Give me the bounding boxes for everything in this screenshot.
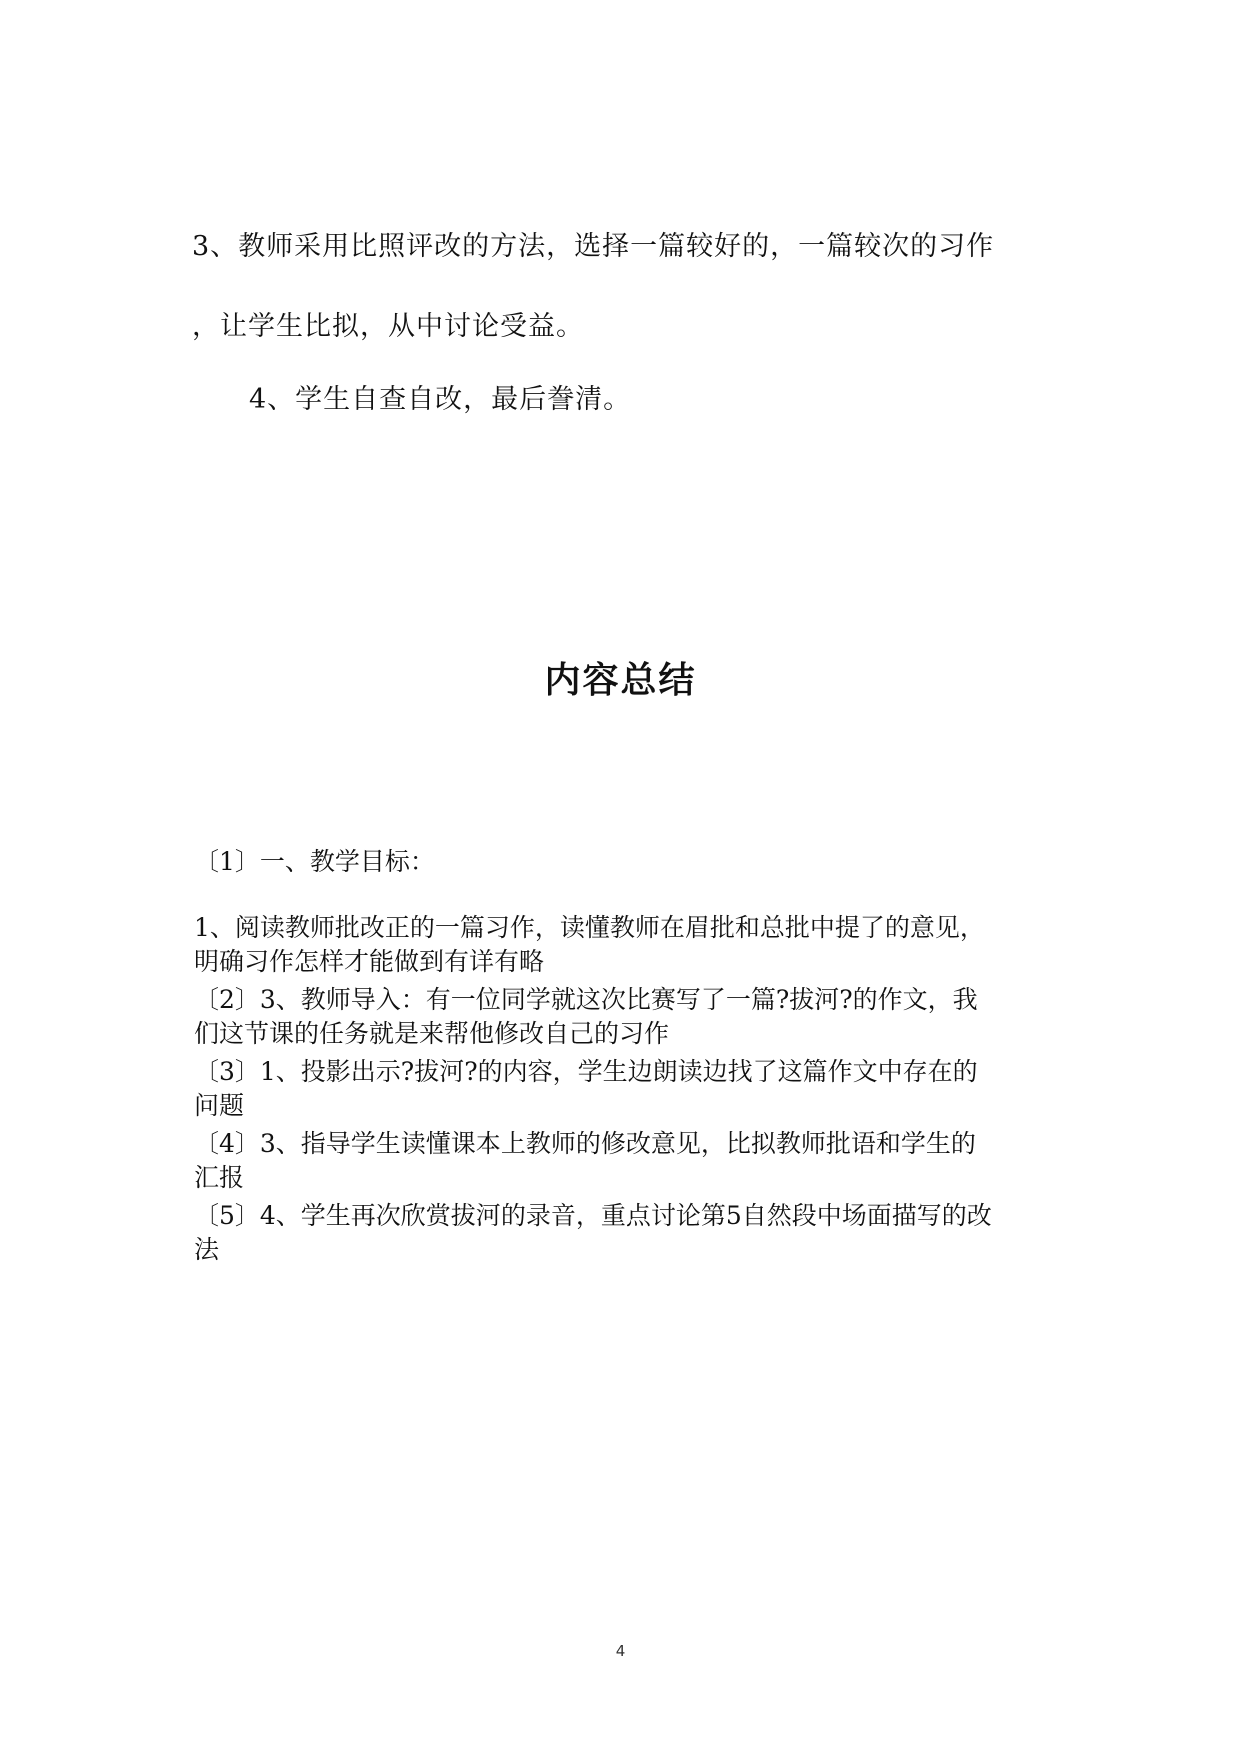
summary-line: 问题 <box>194 1091 245 1120</box>
summary-intro: 〔1〕一、教学目标： <box>194 847 435 876</box>
paragraph-4: 4、学生自查自改，最后誊清。 <box>249 384 632 415</box>
summary-line: 汇报 <box>194 1163 245 1192</box>
paragraph-3-line-2: ，让学生比拟，从中讨论受益。 <box>192 311 584 342</box>
section-heading: 内容总结 <box>544 660 697 701</box>
summary-line: 1、阅读教师批改正的一篇习作，读懂教师在眉批和总批中提了的意见， <box>194 913 985 942</box>
summary-line: 〔4〕3、指导学生读懂课本上教师的修改意见，比拟教师批语和学生的 <box>194 1129 976 1158</box>
summary-line: 〔2〕3、教师导入：有一位同学就这次比赛写了一篇?拔河?的作文，我 <box>194 985 978 1014</box>
summary-line: 明确习作怎样才能做到有详有略 <box>194 947 545 976</box>
paragraph-3-line-1: 3、教师采用比照评改的方法，选择一篇较好的，一篇较次的习作 <box>192 231 995 262</box>
summary-line: 们这节课的任务就是来帮他修改自己的习作 <box>194 1019 670 1048</box>
page-number: 4 <box>615 1642 626 1660</box>
summary-line: 〔3〕1、投影出示?拔河?的内容，学生边朗读边找了这篇作文中存在的 <box>194 1057 978 1086</box>
summary-line: 〔5〕4、学生再次欣赏拔河的录音，重点讨论第5自然段中场面描写的改 <box>194 1201 992 1230</box>
summary-line: 法 <box>194 1235 220 1264</box>
